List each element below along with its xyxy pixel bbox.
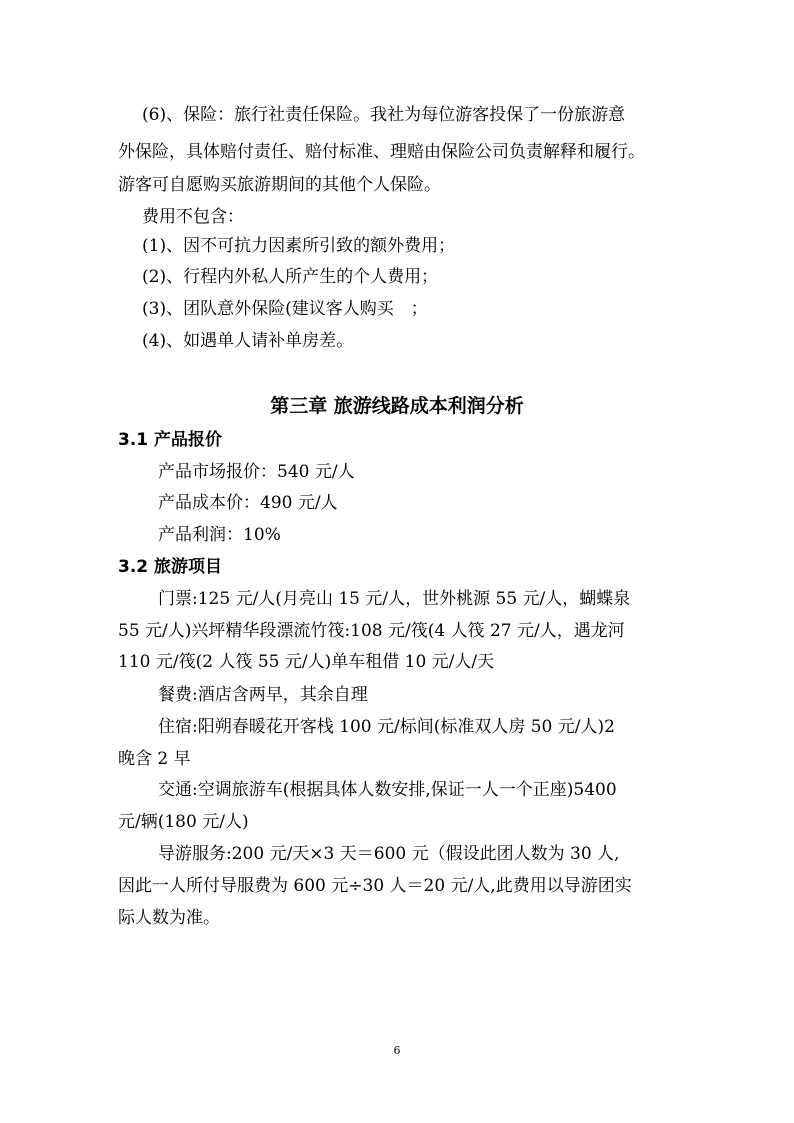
tickets-line-1: 门票:125 元/人(月亮山 15 元/人，世外桃源 55 元/人，蝴蝶泉 <box>158 589 631 609</box>
excluded-item-4: (4)、如遇单人请补单房差。 <box>142 331 354 351</box>
cost-price: 产品成本价：490 元/人 <box>158 493 338 513</box>
page-number: 6 <box>393 1044 401 1057</box>
tickets-line-3: 110 元/筏(2 人筏 55 元/人)单车租借 10 元/人/天 <box>118 652 495 672</box>
excluded-heading: 费用不包含： <box>142 207 244 227</box>
excluded-item-1: (1)、因不可抗力因素所引致的额外费用； <box>142 236 456 256</box>
lodging-line-1: 住宿:阳朔春暖花开客栈 100 元/标间(标准双人房 50 元/人)2 <box>158 717 615 737</box>
market-price: 产品市场报价：540 元/人 <box>158 462 355 482</box>
guide-line-1: 导游服务:200 元/天×3 天＝600 元（假设此团人数为 30 人, <box>158 844 620 864</box>
tickets-line-2: 55 元/人)兴坪精华段漂流竹筏:108 元/筏(4 人筏 27 元/人，遇龙河 <box>118 621 625 641</box>
insurance-line-1: (6)、保险：旅行社责任保险。我社为每位游客投保了一份旅游意 <box>142 105 626 125</box>
guide-line-3: 际人数为准。 <box>118 908 220 928</box>
transport-line-1: 交通:空调旅游车(根据具体人数安排,保证一人一个正座)5400 <box>158 780 617 800</box>
insurance-line-2: 外保险，具体赔付责任、赔付标准、理赔由保险公司负责解释和履行。 <box>118 142 645 162</box>
section-3-2-title: 3.2 旅游项目 <box>118 557 223 577</box>
lodging-line-2: 晚含 2 早 <box>118 749 191 769</box>
chapter-title: 第三章 旅游线路成本利润分析 <box>270 395 524 417</box>
meals-line: 餐费:酒店含两早，其余自理 <box>158 685 368 705</box>
excluded-item-2: (2)、行程内外私人所产生的个人费用； <box>142 267 439 287</box>
excluded-item-3: (3)、团队意外保险(建议客人购买 ； <box>142 299 428 319</box>
product-profit: 产品利润：10% <box>158 525 281 545</box>
guide-line-2: 因此一人所付导服费为 600 元÷30 人＝20 元/人,此费用以导游团实 <box>118 876 632 896</box>
section-3-1-title: 3.1 产品报价 <box>118 430 223 450</box>
insurance-line-3: 游客可自愿购买旅游期间的其他个人保险。 <box>118 175 441 195</box>
transport-line-2: 元/辆(180 元/人) <box>118 812 249 832</box>
